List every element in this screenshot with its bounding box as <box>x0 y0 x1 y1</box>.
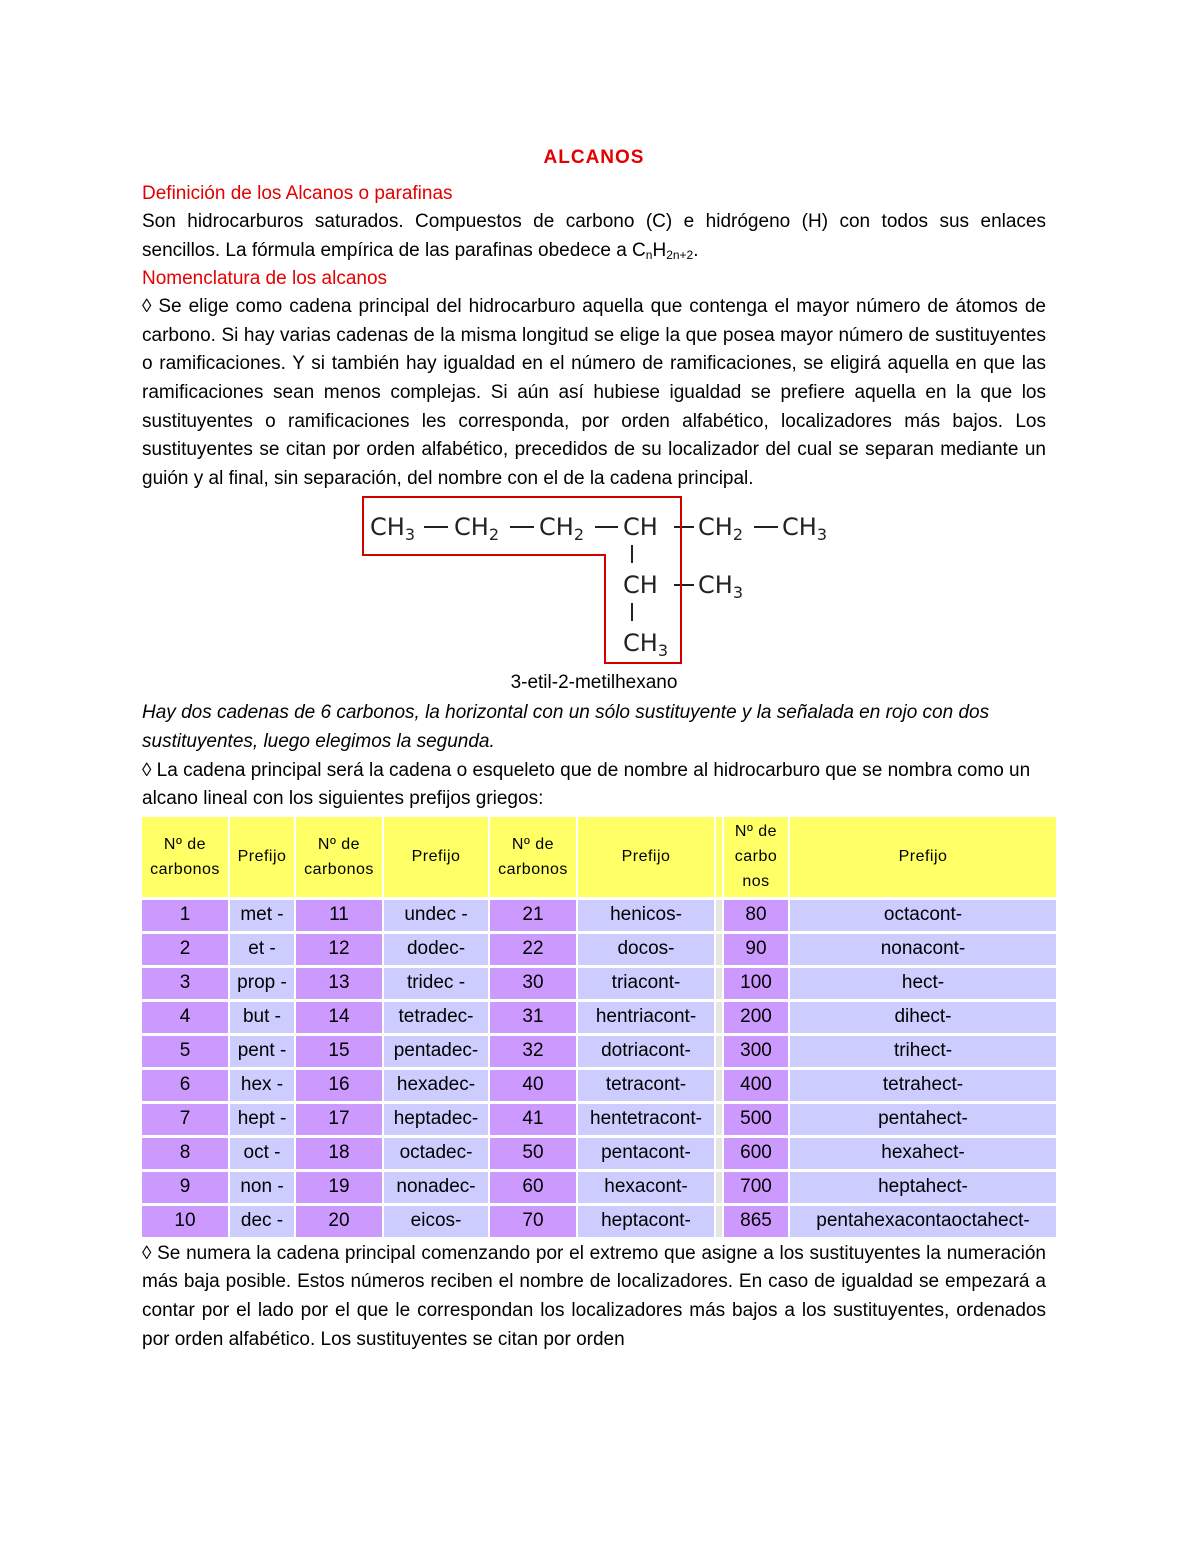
carbon-count-cell: 14 <box>296 1002 382 1033</box>
carbon-count-cell: 300 <box>724 1036 788 1067</box>
table-header-row <box>142 817 1056 897</box>
prefix-cell: hexacont- <box>578 1172 714 1203</box>
carbon-count-cell: 200 <box>724 1002 788 1033</box>
carbon-count-cell: 865 <box>724 1206 788 1237</box>
carbon-count-cell: 2 <box>142 934 228 965</box>
prefix-cell: dodec- <box>384 934 488 965</box>
prefix-cell: heptadec- <box>384 1104 488 1135</box>
prefix-cell: triacont- <box>578 968 714 999</box>
col-header-number: Nº de carbonos <box>490 817 576 897</box>
carbon-count-cell: 4 <box>142 1002 228 1033</box>
table-row <box>142 1172 1056 1203</box>
carbon-count-cell: 9 <box>142 1172 228 1203</box>
prefix-cell: met - <box>230 900 294 931</box>
column-gap <box>716 934 722 965</box>
prefix-cell: dotriacont- <box>578 1036 714 1067</box>
table-row <box>142 1138 1056 1169</box>
carbon-count-cell: 19 <box>296 1172 382 1203</box>
carbon-count-cell: 32 <box>490 1036 576 1067</box>
prefix-cell: docos- <box>578 934 714 965</box>
carbon-6: $CH_3$ <box>782 513 827 545</box>
carbon-3: $CH_2$ <box>539 513 584 545</box>
column-gap <box>716 1172 722 1203</box>
prefix-cell: undec - <box>384 900 488 931</box>
prefix-cell: tetracont- <box>578 1070 714 1101</box>
carbon-count-cell: 5 <box>142 1036 228 1067</box>
prefix-cell: octacont- <box>790 900 1056 931</box>
page-title: ALCANOS <box>543 147 645 168</box>
carbon-count-cell: 22 <box>490 934 576 965</box>
carbon-count-cell: 700 <box>724 1172 788 1203</box>
carbon-count-cell: 80 <box>724 900 788 931</box>
carbon-count-cell: 500 <box>724 1104 788 1135</box>
prefix-cell: dec - <box>230 1206 294 1237</box>
prefix-cell: heptahect- <box>790 1172 1056 1203</box>
carbon-count-cell: 7 <box>142 1104 228 1135</box>
col-header-number: Nº de carbo nos <box>724 817 788 897</box>
carbon-count-cell: 50 <box>490 1138 576 1169</box>
carbon-count-cell: 6 <box>142 1070 228 1101</box>
carbon-count-cell: 17 <box>296 1104 382 1135</box>
carbon-count-cell: 41 <box>490 1104 576 1135</box>
carbon-count-cell: 90 <box>724 934 788 965</box>
prefix-cell: pentahexacontaoctahect- <box>790 1206 1056 1237</box>
prefix-cell: pentahect- <box>790 1104 1056 1135</box>
definition-text: Son hidrocarburos saturados. Compuestos de carbono (C) e hidrógeno (H) con todos sus enlaces sencillos. La fórmula empírica de las parafinas obedece a $C_nH_{2n+2}$. <box>142 211 1046 262</box>
column-gap <box>716 1206 722 1237</box>
table-row <box>142 968 1056 999</box>
carbon-count-cell: 40 <box>490 1070 576 1101</box>
carbon-1: $CH_3$ <box>370 513 415 545</box>
prefix-cell: hexahect- <box>790 1138 1056 1169</box>
column-gap <box>716 1002 722 1033</box>
col-header-number: Nº de carbonos <box>142 817 228 897</box>
prefix-cell: et - <box>230 934 294 965</box>
prefix-cell: nonacont- <box>790 934 1056 965</box>
greek-prefix-table <box>140 814 1058 1240</box>
column-gap <box>716 968 722 999</box>
definition-heading: Definición de los Alcanos o parafinas <box>142 183 453 204</box>
prefix-cell: oct - <box>230 1138 294 1169</box>
prefix-cell: pent - <box>230 1036 294 1067</box>
branch-terminal: $CH_3$ <box>623 629 668 661</box>
example-name: 3-etil-2-metilhexano <box>510 672 678 694</box>
carbon-count-cell: 100 <box>724 968 788 999</box>
table-body <box>142 900 1056 1237</box>
carbon-5: $CH_2$ <box>698 513 743 545</box>
table-row <box>142 1104 1056 1135</box>
carbon-count-cell: 11 <box>296 900 382 931</box>
col-header-prefix: Prefijo <box>230 817 294 897</box>
carbon-count-cell: 20 <box>296 1206 382 1237</box>
prefix-cell: hentetracont- <box>578 1104 714 1135</box>
carbon-count-cell: 10 <box>142 1206 228 1237</box>
branch-methyl: $CH_3$ <box>698 571 743 603</box>
col-header-prefix: Prefijo <box>578 817 714 897</box>
column-gap <box>716 1104 722 1135</box>
carbon-count-cell: 1 <box>142 900 228 931</box>
col-header-prefix: Prefijo <box>790 817 1056 897</box>
column-gap <box>716 900 722 931</box>
rule-3-text: ◊ Se numera la cadena principal comenzando por el extremo que asigne a los sustituyentes la numeración más baja posible. Estos números reciben el nombre de localizadores. En caso de igualdad se empezará a contar por el lado por el que le correspondan los localizadores más bajos a los sustituyentes, ordenados por orden alfabético. Los sustituyentes se citan por orden <box>142 1242 1046 1350</box>
rule-1-text: ◊ Se elige como cadena principal del hidrocarburo aquella que contenga el mayor número de átomos de carbono. Si hay varias cadenas de la misma longitud se elige la que posea mayor número de sustituyentes o ramificaciones. Y si también hay igualdad en el número de ramificaciones, se eligirá aquella en que las ramificaciones sean menos complejas. Si aún así hubiese igualdad se prefiere aquella en la que los sustituyentes o ramificaciones les corresponda, por orden alfabético, localizadores más bajos. Los sustituyentes se citan por orden alfabético, precedidos de su localizador del cual se separan mediante un guión y al final, sin separación, del nombre con el de la cadena principal. <box>142 296 1046 489</box>
carbon-count-cell: 31 <box>490 1002 576 1033</box>
prefix-cell: dihect- <box>790 1002 1056 1033</box>
prefix-cell: hect- <box>790 968 1056 999</box>
prefix-cell: henicos- <box>578 900 714 931</box>
prefix-cell: pentadec- <box>384 1036 488 1067</box>
carbon-count-cell: 12 <box>296 934 382 965</box>
table-row <box>142 900 1056 931</box>
carbon-count-cell: 13 <box>296 968 382 999</box>
document-page <box>142 140 1046 1354</box>
table-row <box>142 1002 1056 1033</box>
column-gap <box>716 1070 722 1101</box>
structural-formula-svg <box>142 493 1046 669</box>
col-header-prefix: Prefijo <box>384 817 488 897</box>
prefix-cell: prop - <box>230 968 294 999</box>
nomenclature-heading: Nomenclatura de los alcanos <box>142 268 388 290</box>
structural-formula <box>142 493 1046 669</box>
prefix-cell: hexadec- <box>384 1070 488 1101</box>
carbon-count-cell: 400 <box>724 1070 788 1101</box>
carbon-count-cell: 60 <box>490 1172 576 1203</box>
branch-carbon: CH <box>623 571 658 600</box>
carbon-count-cell: 8 <box>142 1138 228 1169</box>
column-gap <box>716 1036 722 1067</box>
prefix-cell: hentriacont- <box>578 1002 714 1033</box>
carbon-count-cell: 21 <box>490 900 576 931</box>
prefix-cell: pentacont- <box>578 1138 714 1169</box>
table-row <box>142 1206 1056 1237</box>
carbon-count-cell: 3 <box>142 968 228 999</box>
column-gap <box>716 1138 722 1169</box>
prefix-cell: hex - <box>230 1070 294 1101</box>
carbon-count-cell: 18 <box>296 1138 382 1169</box>
prefix-cell: heptacont- <box>578 1206 714 1237</box>
rule-2-text: ◊ La cadena principal será la cadena o esqueleto que de nombre al hidrocarburo que se nombra como un alcano lineal con los siguientes prefijos griegos: <box>142 759 1031 810</box>
carbon-4: CH <box>623 513 658 542</box>
carbon-count-cell: 600 <box>724 1138 788 1169</box>
carbon-count-cell: 16 <box>296 1070 382 1101</box>
carbon-count-cell: 70 <box>490 1206 576 1237</box>
col-header-number: Nº de carbonos <box>296 817 382 897</box>
prefix-cell: octadec- <box>384 1138 488 1169</box>
table-row <box>142 1070 1056 1101</box>
prefix-cell: tetrahect- <box>790 1070 1056 1101</box>
prefix-cell: eicos- <box>384 1206 488 1237</box>
table-row <box>142 1036 1056 1067</box>
carbon-2: $CH_2$ <box>454 513 499 545</box>
column-gap <box>716 817 722 897</box>
prefix-cell: non - <box>230 1172 294 1203</box>
carbon-count-cell: 15 <box>296 1036 382 1067</box>
table-row <box>142 934 1056 965</box>
prefix-cell: hept - <box>230 1104 294 1135</box>
prefix-cell: tetradec- <box>384 1002 488 1033</box>
prefix-cell: tridec - <box>384 968 488 999</box>
prefix-cell: nonadec- <box>384 1172 488 1203</box>
carbon-count-cell: 30 <box>490 968 576 999</box>
prefix-cell: trihect- <box>790 1036 1056 1067</box>
prefix-cell: but - <box>230 1002 294 1033</box>
example-note: Hay dos cadenas de 6 carbonos, la horizontal con un sólo sustituyente y la señalada en rojo con dos sustituyentes, luego elegimos la segunda. <box>142 702 990 752</box>
